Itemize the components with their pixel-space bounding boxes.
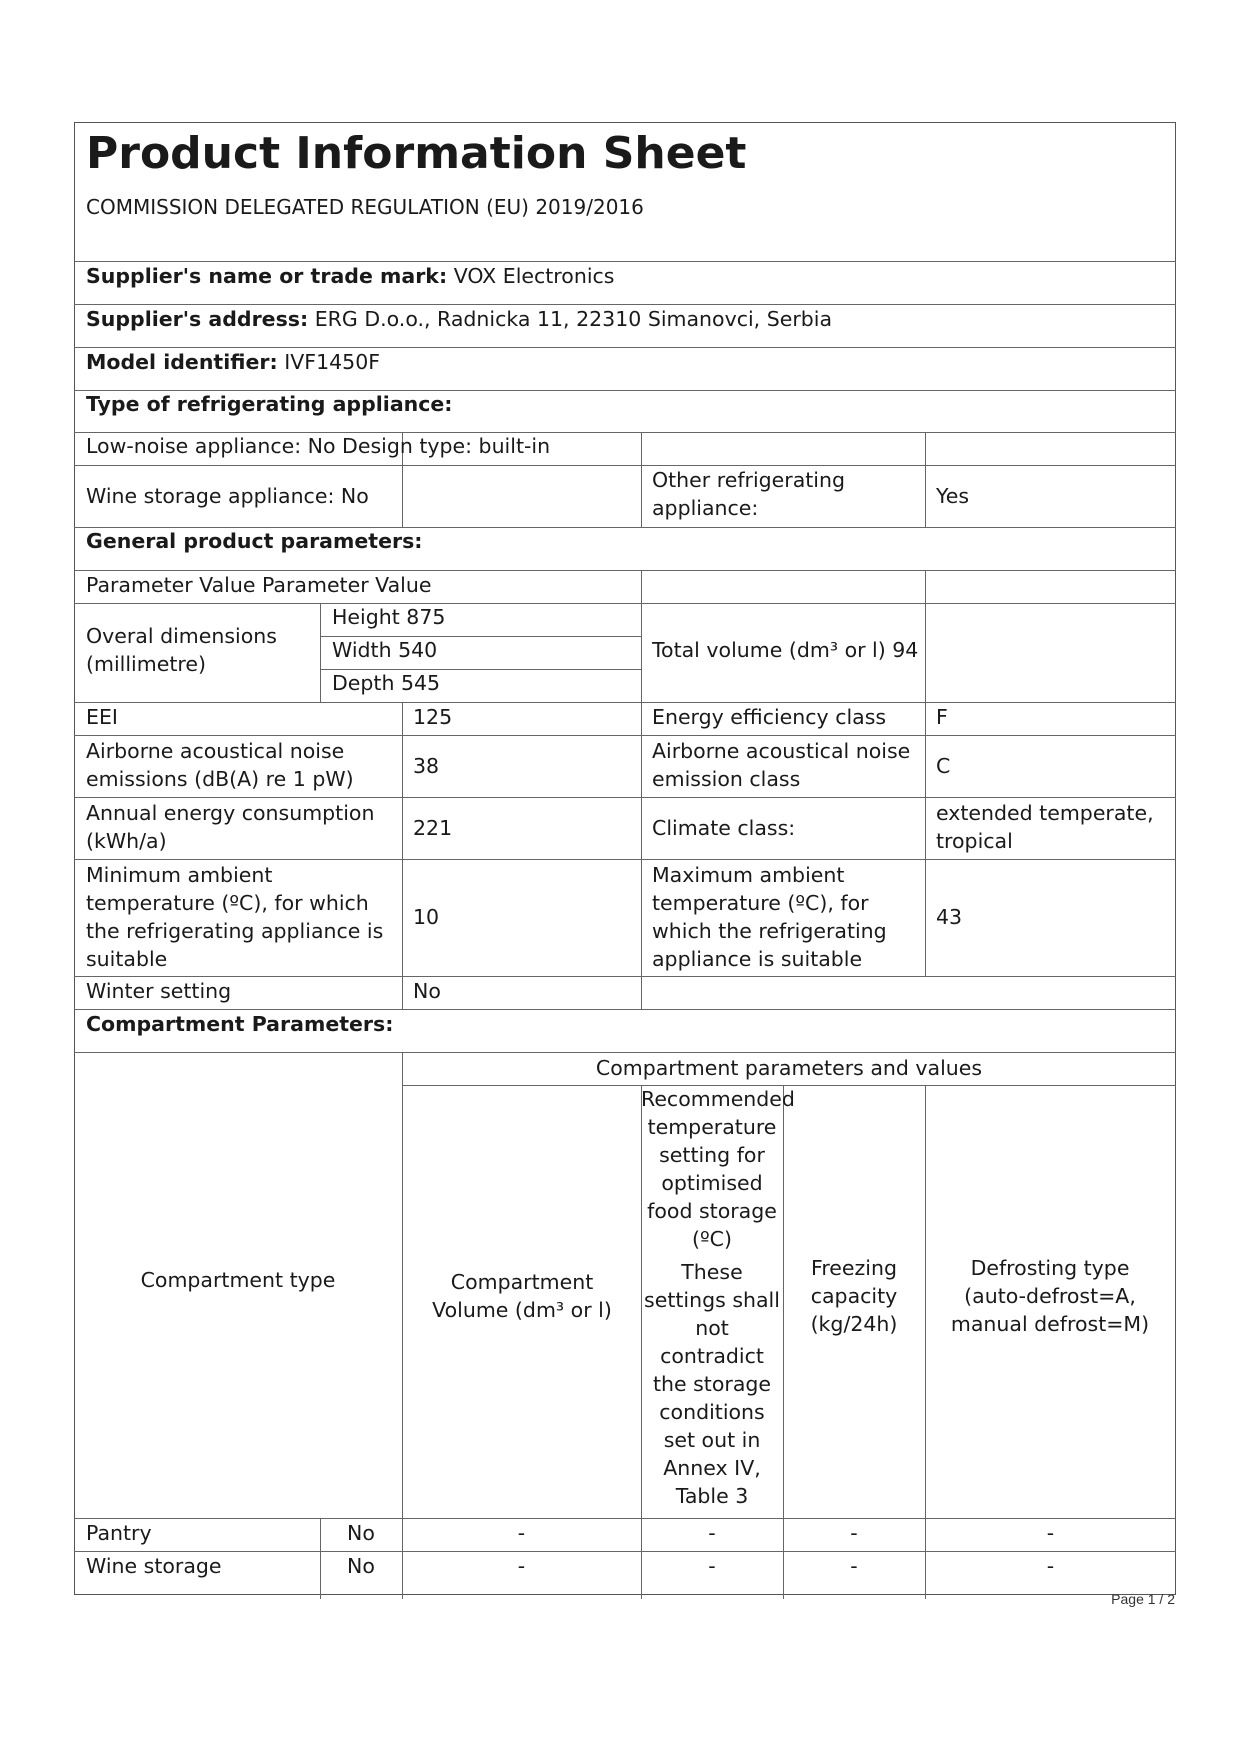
- freezing-capacity-header: Freezing capacity (kg/24h): [810, 1256, 898, 1336]
- compartment-row-present: No: [347, 1554, 375, 1578]
- width-value: Width 540: [332, 638, 438, 662]
- temperature-note-header: These settings shall not contradict the storage conditions set out in Annex IV, Table 3: [644, 1260, 780, 1508]
- row-divider: [74, 702, 1176, 703]
- compartment-row-volume: -: [517, 1521, 526, 1545]
- column-divider: [925, 702, 926, 976]
- compartment-parameters-heading: Compartment Parameters:: [86, 1012, 394, 1036]
- supplier-row: [86, 262, 614, 290]
- supplier-label: Supplier's name or trade mark:: [86, 264, 448, 288]
- address-label: Supplier's address:: [86, 307, 309, 331]
- compartment-row-present: No: [347, 1521, 375, 1545]
- compartment-row-defrost: -: [1046, 1521, 1055, 1545]
- height-value: Height 875: [332, 605, 446, 629]
- winter-setting-value: No: [413, 979, 441, 1003]
- address-row: [86, 305, 832, 333]
- column-divider: [641, 702, 642, 1009]
- compartment-group-header: Compartment parameters and values: [595, 1056, 983, 1080]
- row-divider: [74, 976, 1176, 977]
- param-consumption-value: 221: [413, 816, 453, 840]
- param-noise-value: 38: [413, 754, 440, 778]
- row-divider: [74, 859, 1176, 860]
- param-energy-class-label: Energy efficiency class: [652, 705, 887, 729]
- model-label: Model identifier:: [86, 350, 278, 374]
- recommended-temperature-header: Recommended temperature setting for optimised food storage (ºC): [641, 1087, 795, 1251]
- param-eei-value: 125: [413, 705, 453, 729]
- column-divider: [402, 1052, 403, 1599]
- compartment-volume-header: Compartment Volume (dm³ or l): [432, 1270, 612, 1322]
- parameter-header-row: Parameter Value Parameter Value: [86, 573, 432, 597]
- compartment-row-name: Pantry: [86, 1521, 152, 1545]
- row-divider: [74, 1052, 1176, 1053]
- compartment-type-header: Compartment type: [140, 1268, 336, 1292]
- supplier-value: VOX Electronics: [453, 264, 615, 288]
- param-max-temp-value: 43: [936, 905, 963, 929]
- appliance-type-heading: Type of refrigerating appliance:: [86, 392, 453, 416]
- winter-setting-label: Winter setting: [86, 979, 232, 1003]
- wine-storage-appliance-text: Wine storage appliance: No: [86, 484, 369, 508]
- column-divider: [320, 603, 321, 702]
- row-divider: [74, 465, 1176, 466]
- column-divider: [925, 432, 926, 527]
- param-energy-class-value: F: [936, 705, 948, 729]
- param-consumption-label: Annual energy consumption (kWh/a): [86, 801, 375, 853]
- column-divider: [641, 432, 642, 527]
- other-appliance-label: Other refrigerating appliance:: [652, 468, 846, 520]
- dimensions-label: Overal dimensions (millimetre): [86, 624, 277, 676]
- regulation-subtitle: COMMISSION DELEGATED REGULATION (EU) 2019/2016: [86, 195, 644, 219]
- param-noise-class-value: C: [936, 754, 951, 778]
- low-noise-text: Low-noise appliance: No Design type: built-in: [86, 434, 551, 458]
- compartment-row-temp: -: [708, 1521, 716, 1545]
- column-divider: [402, 702, 403, 1009]
- param-min-temp-value: 10: [413, 905, 440, 929]
- page-title: Product Information Sheet: [86, 128, 747, 179]
- compartment-row-freezing: -: [850, 1554, 858, 1578]
- param-min-temp-label: Minimum ambient temperature (ºC), for which the refrigerating appliance is suitable: [86, 863, 384, 971]
- param-noise-class-label: Airborne acoustical noise emission class: [652, 739, 911, 791]
- param-climate-value: extended temperate, tropical: [936, 801, 1154, 853]
- row-divider: [402, 1085, 1176, 1086]
- other-appliance-value: Yes: [936, 484, 970, 508]
- column-divider: [925, 570, 926, 702]
- column-divider: [641, 570, 642, 702]
- depth-value: Depth 545: [332, 671, 441, 695]
- general-parameters-heading: General product parameters:: [86, 529, 423, 553]
- param-max-temp-label: Maximum ambient temperature (ºC), for which the refrigerating appliance is suitable: [652, 863, 887, 971]
- compartment-row-freezing: -: [850, 1521, 858, 1545]
- compartment-row-defrost: -: [1046, 1554, 1055, 1578]
- row-divider: [74, 797, 1176, 798]
- model-row: [86, 348, 380, 376]
- row-divider: [74, 735, 1176, 736]
- param-eei-label: EEI: [86, 705, 118, 729]
- compartment-row-volume: -: [517, 1554, 526, 1578]
- total-volume-text: Total volume (dm³ or l) 94: [652, 638, 919, 662]
- model-value: IVF1450F: [284, 350, 381, 374]
- defrosting-type-header: Defrosting type (auto-defrost=A, manual defrost=M): [950, 1256, 1150, 1336]
- address-value: ERG D.o.o., Radnicka 11, 22310 Simanovci, Serbia: [314, 307, 833, 331]
- compartment-row-temp: -: [708, 1554, 716, 1578]
- row-divider: [74, 603, 1176, 604]
- param-climate-label: Climate class:: [652, 816, 796, 840]
- page-number: Page 1 / 2: [1111, 1591, 1175, 1607]
- compartment-row-name: Wine storage: [86, 1554, 222, 1578]
- param-noise-label: Airborne acoustical noise emissions (dB(A) re 1 pW): [86, 739, 354, 791]
